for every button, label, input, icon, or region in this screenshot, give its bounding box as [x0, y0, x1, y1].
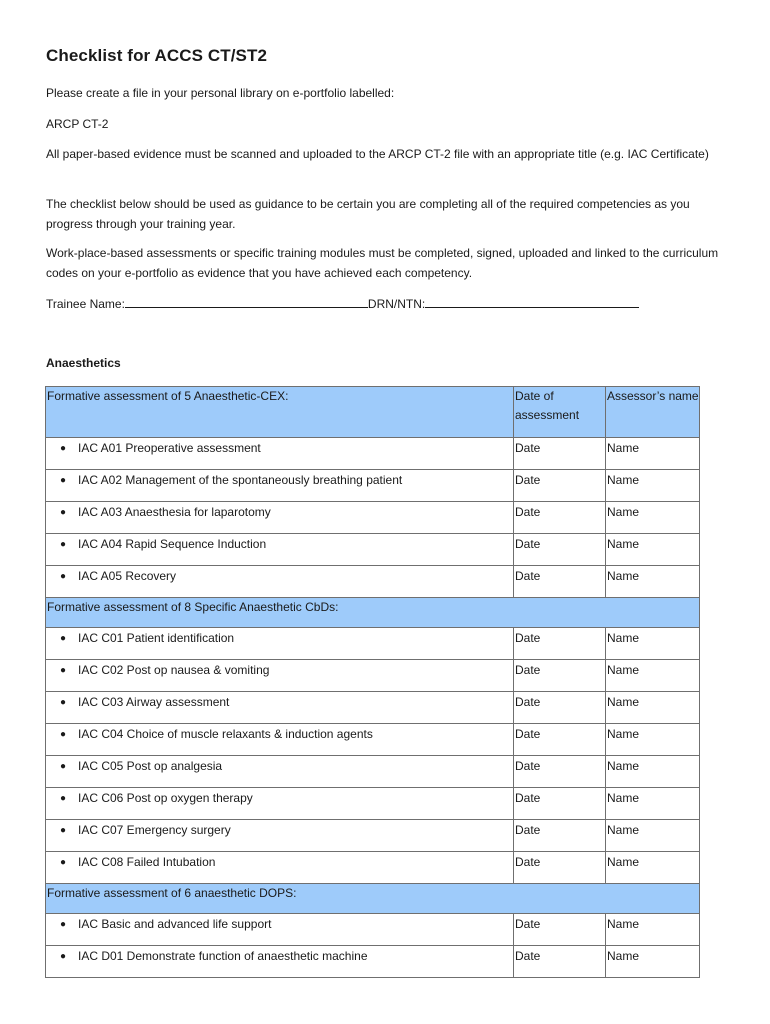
- header-date-cell: Date of assessment: [514, 387, 606, 438]
- date-placeholder: Date: [515, 727, 541, 741]
- name-placeholder: Name: [607, 791, 640, 805]
- date-cell[interactable]: [514, 756, 606, 788]
- competency-label: IAC C04 Choice of muscle relaxants & induction agents: [78, 727, 373, 741]
- bullet-icon: ●: [59, 857, 67, 868]
- competency-label: IAC C08 Failed Intubation: [78, 855, 216, 869]
- name-placeholder: Name: [607, 917, 640, 931]
- header-assessment-cell: Formative assessment of 5 Anaesthetic-CEX:: [46, 387, 514, 438]
- trainee-name-field[interactable]: [125, 295, 368, 308]
- assessor-name-cell[interactable]: [606, 534, 700, 566]
- assessor-name-cell[interactable]: [606, 470, 700, 502]
- date-placeholder: Date: [515, 537, 541, 551]
- competency-label: IAC C03 Airway assessment: [78, 695, 230, 709]
- date-placeholder: Date: [515, 917, 541, 931]
- date-cell[interactable]: [514, 566, 606, 598]
- date-placeholder: Date: [515, 791, 541, 805]
- competency-label: IAC C01 Patient identification: [78, 631, 235, 645]
- table-group-row: [46, 598, 700, 628]
- assessor-name-cell[interactable]: [606, 756, 700, 788]
- competency-label: IAC C02 Post op nausea & vomiting: [78, 663, 270, 677]
- assessor-name-cell[interactable]: [606, 502, 700, 534]
- date-placeholder: Date: [515, 569, 541, 583]
- date-cell[interactable]: [514, 788, 606, 820]
- name-placeholder: Name: [607, 505, 640, 519]
- date-placeholder: Date: [515, 949, 541, 963]
- drn-field[interactable]: [425, 295, 639, 308]
- date-placeholder: Date: [515, 663, 541, 677]
- competency-label: IAC Basic and advanced life support: [78, 917, 272, 931]
- competency-label: IAC C07 Emergency surgery: [78, 823, 231, 837]
- table-row: [46, 566, 700, 598]
- bullet-icon: ●: [59, 475, 67, 486]
- competency-label: IAC D01 Demonstrate function of anaesthetic machine: [78, 949, 368, 963]
- table-row: [46, 628, 700, 660]
- group-title-cell: [46, 598, 700, 628]
- bullet-icon: ●: [59, 539, 67, 550]
- drn-label: DRN/NTN:: [367, 297, 426, 311]
- competency-label: IAC C05 Post op analgesia: [78, 759, 223, 773]
- date-cell[interactable]: [514, 946, 606, 978]
- competency-cell: [46, 438, 514, 470]
- competency-label: IAC C06 Post op oxygen therapy: [78, 791, 253, 805]
- date-placeholder: Date: [515, 759, 541, 773]
- name-placeholder: Name: [607, 727, 640, 741]
- competency-cell: [46, 502, 514, 534]
- date-placeholder: Date: [515, 441, 541, 455]
- competency-cell: [46, 470, 514, 502]
- competency-label: IAC A01 Preoperative assessment: [78, 441, 261, 455]
- assessor-name-cell[interactable]: [606, 660, 700, 692]
- bullet-icon: ●: [59, 507, 67, 518]
- bullet-icon: ●: [59, 633, 67, 644]
- assessor-name-cell[interactable]: [606, 788, 700, 820]
- table-row: [46, 470, 700, 502]
- bullet-icon: ●: [59, 665, 67, 676]
- file-label-paragraph: ARCP CT-2: [46, 117, 109, 131]
- name-placeholder: Name: [607, 823, 640, 837]
- table-row: [46, 692, 700, 724]
- assessor-name-cell[interactable]: [606, 914, 700, 946]
- name-placeholder: Name: [607, 631, 640, 645]
- assessor-name-cell[interactable]: [606, 566, 700, 598]
- competency-cell: [46, 566, 514, 598]
- competency-label: IAC A02 Management of the spontaneously breathing patient: [78, 473, 403, 487]
- table-row: [46, 852, 700, 884]
- competency-cell: [46, 724, 514, 756]
- competency-cell: [46, 914, 514, 946]
- bullet-icon: ●: [59, 729, 67, 740]
- bullet-icon: ●: [59, 793, 67, 804]
- name-placeholder: Name: [607, 537, 640, 551]
- bullet-icon: ●: [59, 761, 67, 772]
- table-row: [46, 724, 700, 756]
- date-cell[interactable]: [514, 660, 606, 692]
- checklist-table: [45, 386, 700, 978]
- trainee-name-label: Trainee Name:: [46, 297, 125, 311]
- bullet-icon: ●: [59, 571, 67, 582]
- date-cell[interactable]: [514, 820, 606, 852]
- header-assessor-cell: Assessor’s name: [606, 387, 700, 438]
- date-cell[interactable]: [514, 534, 606, 566]
- assessment-paragraph: Work-place-based assessments or specific training modules must be completed, signed, uploaded and linked to the curriculum codes on your e-portfolio as evidence that you have achieved each competency.: [46, 246, 719, 280]
- date-cell[interactable]: [514, 914, 606, 946]
- competency-cell: [46, 788, 514, 820]
- evidence-paragraph: All paper-based evidence must be scanned and uploaded to the ARCP CT-2 file with an appropriate title (e.g. IAC Certificate): [46, 147, 709, 161]
- competency-cell: [46, 660, 514, 692]
- group-title-cell: [46, 884, 700, 914]
- bullet-icon: ●: [59, 443, 67, 454]
- competency-cell: [46, 820, 514, 852]
- instruction-paragraph: Please create a file in your personal library on e-portfolio labelled:: [46, 86, 395, 100]
- competency-label: IAC A05 Recovery: [78, 569, 177, 583]
- table-row: [46, 946, 700, 978]
- name-placeholder: Name: [607, 759, 640, 773]
- table-row: [46, 914, 700, 946]
- table-header-row: [46, 387, 700, 438]
- date-placeholder: Date: [515, 631, 541, 645]
- guidance-paragraph: The checklist below should be used as guidance to be certain you are completing all of the required competencies as you progress through your training year.: [46, 197, 690, 231]
- table-row: [46, 756, 700, 788]
- group-title: Formative assessment of 8 Specific Anaesthetic CbDs:: [47, 600, 339, 614]
- date-placeholder: Date: [515, 473, 541, 487]
- name-placeholder: Name: [607, 695, 640, 709]
- date-placeholder: Date: [515, 823, 541, 837]
- date-placeholder: Date: [515, 855, 541, 869]
- date-cell[interactable]: [514, 470, 606, 502]
- assessor-name-cell[interactable]: [606, 692, 700, 724]
- assessor-name-cell[interactable]: [606, 946, 700, 978]
- date-placeholder: Date: [515, 695, 541, 709]
- table-row: [46, 660, 700, 692]
- name-placeholder: Name: [607, 473, 640, 487]
- date-placeholder: Date: [515, 505, 541, 519]
- table-row: [46, 820, 700, 852]
- assessor-name-cell[interactable]: [606, 628, 700, 660]
- bullet-icon: ●: [59, 825, 67, 836]
- assessor-name-cell[interactable]: [606, 852, 700, 884]
- competency-label: IAC A04 Rapid Sequence Induction: [78, 537, 267, 551]
- competency-cell: [46, 852, 514, 884]
- name-placeholder: Name: [607, 569, 640, 583]
- date-cell[interactable]: [514, 502, 606, 534]
- date-cell[interactable]: [514, 628, 606, 660]
- assessor-name-cell[interactable]: [606, 724, 700, 756]
- trainee-line: [46, 294, 639, 314]
- date-cell[interactable]: [514, 852, 606, 884]
- name-placeholder: Name: [607, 855, 640, 869]
- name-placeholder: Name: [607, 663, 640, 677]
- bullet-icon: ●: [59, 697, 67, 708]
- competency-label: IAC A03 Anaesthesia for laparotomy: [78, 505, 271, 519]
- table-group-row: [46, 884, 700, 914]
- assessor-name-cell[interactable]: [606, 820, 700, 852]
- date-cell[interactable]: [514, 438, 606, 470]
- bullet-icon: ●: [59, 919, 67, 930]
- table-row: [46, 788, 700, 820]
- page-title: Checklist for ACCS CT/ST2: [46, 46, 268, 65]
- competency-cell: [46, 692, 514, 724]
- competency-cell: [46, 756, 514, 788]
- competency-cell: [46, 946, 514, 978]
- name-placeholder: Name: [607, 949, 640, 963]
- table-row: [46, 534, 700, 566]
- date-cell[interactable]: [514, 692, 606, 724]
- section-heading: Anaesthetics: [46, 356, 121, 370]
- competency-cell: [46, 628, 514, 660]
- assessor-name-cell[interactable]: [606, 438, 700, 470]
- table-row: [46, 438, 700, 470]
- table-row: [46, 502, 700, 534]
- competency-cell: [46, 534, 514, 566]
- name-placeholder: Name: [607, 441, 640, 455]
- bullet-icon: ●: [59, 951, 67, 962]
- group-title: Formative assessment of 6 anaesthetic DOPS:: [47, 886, 297, 900]
- date-cell[interactable]: [514, 724, 606, 756]
